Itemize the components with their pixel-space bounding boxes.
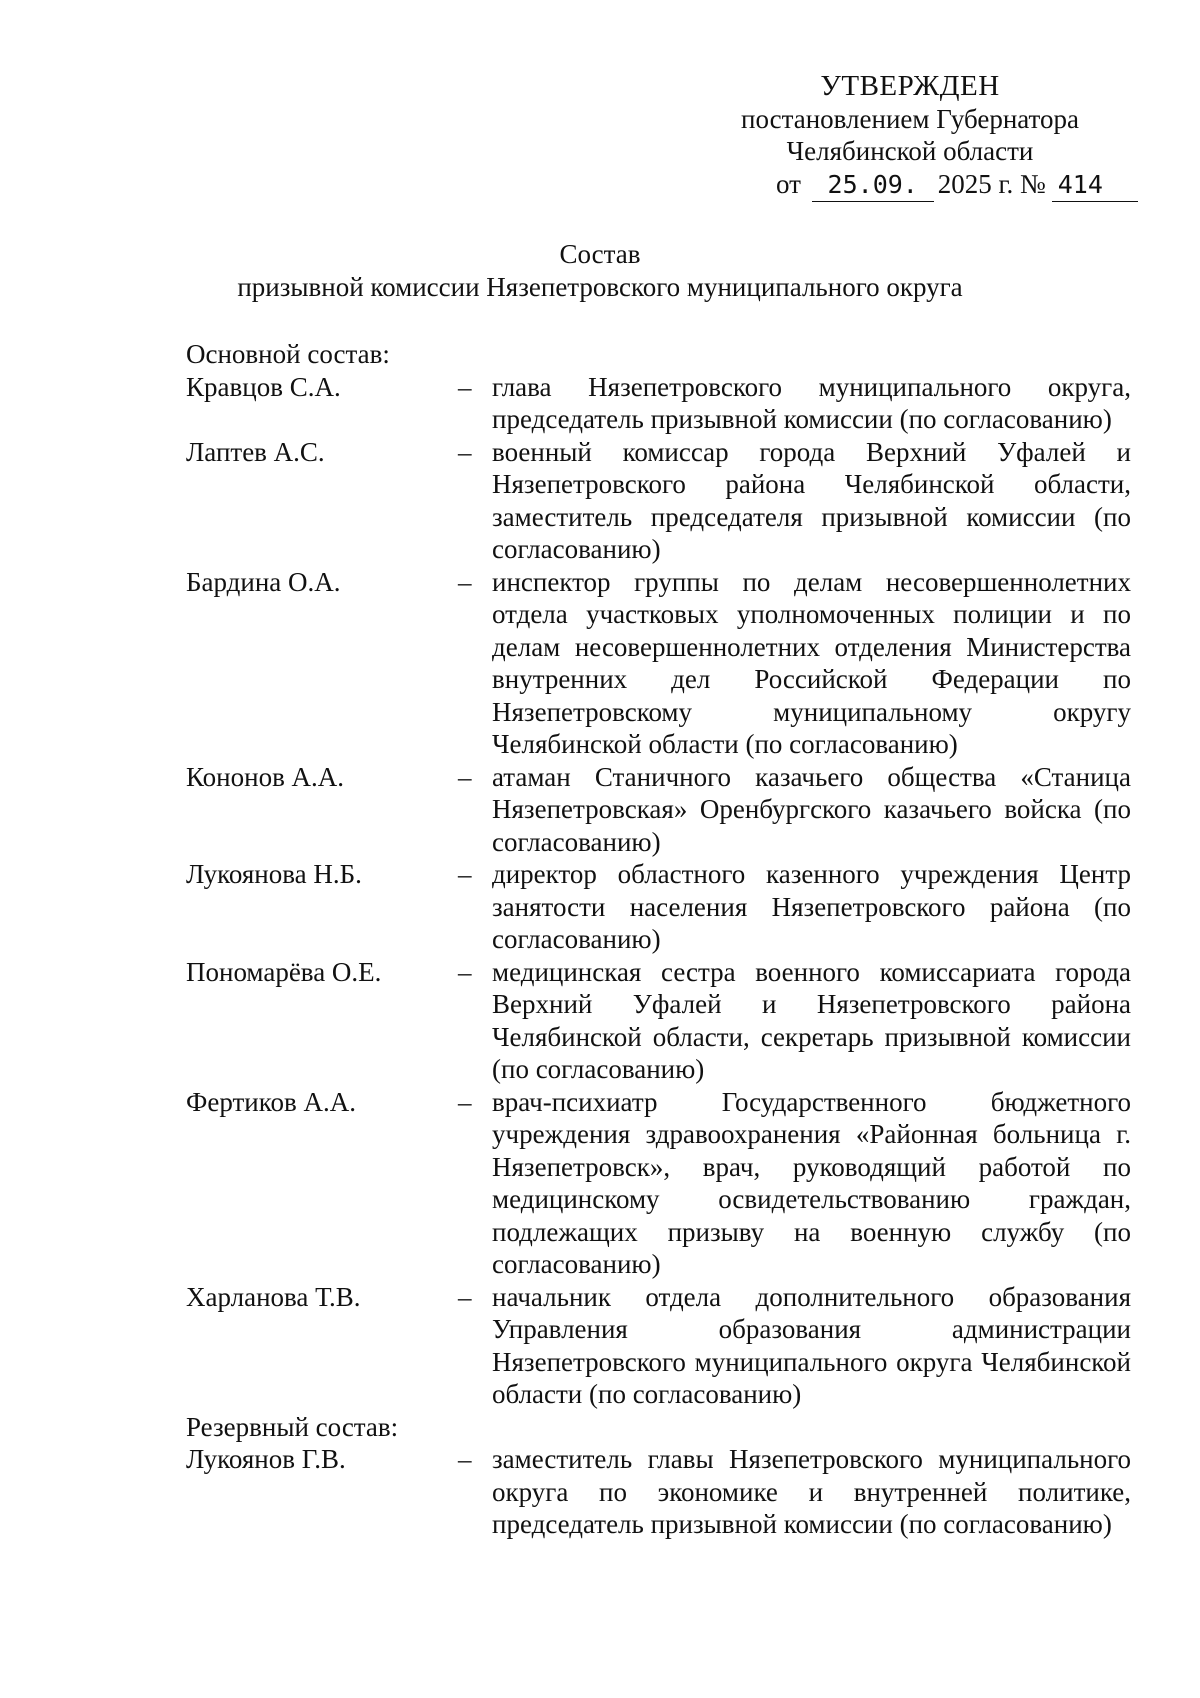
member-dash: – (458, 956, 472, 987)
member-description: атаман Станичного казачьего общества «Станица Нязепетровская» Оренбургского казачьего войска (по согласованию) (492, 761, 1131, 857)
approval-line-2: Челябинской области (786, 136, 1034, 166)
member-description: военный комиссар города Верхний Уфалей и Нязепетровского района Челябинской области, заместитель председателя призывной комиссии (по согласованию) (492, 436, 1131, 564)
member-row (186, 436, 1131, 566)
member-description: врач-психиатр Государственного бюджетного учреждения здравоохранения «Районная больница г. Нязепетровск», врач, руководящий работой по медицинскому освидетельствованию граждан, подлежащих призыву на военную службу (по согласованию) (492, 1086, 1131, 1279)
member-dash: – (458, 371, 472, 402)
member-row (186, 1443, 1131, 1541)
member-dash: – (458, 1086, 472, 1117)
approval-heading: УТВЕРЖДЕН (820, 70, 1000, 102)
member-dash: – (458, 859, 472, 889)
member-row (186, 761, 1131, 859)
member-dash: – (458, 566, 472, 597)
member-row (186, 1086, 1131, 1281)
reserve-member-list (186, 1443, 1131, 1541)
member-name: Лукоянов Г.В. (186, 1444, 346, 1474)
member-description: медицинская сестра военного комиссариата города Верхний Уфалей и Нязепетровского района Челябинской области, секретарь призывной комиссии (по согласованию) (492, 956, 1131, 1084)
approval-from-label: от (776, 168, 801, 199)
member-dash: – (458, 1281, 472, 1312)
member-dash: – (458, 761, 472, 792)
approval-line-1: постановлением Губернатора (741, 103, 1079, 134)
member-row (186, 371, 1131, 436)
member-name: Харланова Т.В. (186, 1281, 361, 1312)
member-row (186, 858, 1131, 956)
member-description: инспектор группы по делам несовершеннолетних отдела участковых уполномоченных полиции и по делам несовершеннолетних отделения Министерства внутренних дел Российской Федерации по Нязепетровскому муниципальному округу Челябинской области (по согласованию) (492, 566, 1131, 759)
member-row (186, 1281, 1131, 1411)
member-description: глава Нязепетровского муниципального округа, председатель призывной комиссии (по согласованию) (492, 371, 1131, 434)
reserve-section-heading: Резервный состав: (186, 1411, 399, 1442)
member-row (186, 956, 1131, 1086)
main-member-list (186, 371, 1131, 1411)
member-dash: – (458, 1444, 472, 1474)
member-dash: – (458, 436, 472, 467)
commission-members (186, 338, 1131, 1541)
member-description: заместитель главы Нязепетровского муниципального округа по экономике и внутренней политике, председатель призывной комиссии (по согласованию) (492, 1444, 1131, 1539)
title-line-1: Состав (559, 239, 641, 269)
member-description: начальник отдела дополнительного образования Управления образования администрации Нязепетровского муниципального округа Челябинской области (по согласованию) (492, 1281, 1131, 1409)
approval-date-line (680, 168, 1140, 203)
member-name: Кравцов С.А. (186, 371, 341, 402)
approval-date: 25.09. (812, 169, 934, 203)
main-section-heading: Основной состав: (186, 339, 390, 369)
member-row (186, 566, 1131, 761)
member-name: Лаптев А.С. (186, 436, 325, 467)
approval-year: 2025 г. № (937, 168, 1046, 199)
document-title (0, 238, 1200, 303)
approval-number: 414 (1052, 169, 1138, 203)
member-name: Кононов А.А. (186, 761, 345, 792)
member-name: Бардина О.А. (186, 566, 341, 597)
member-description: директор областного казенного учреждения Центр занятости населения Нязепетровского района (по согласованию) (492, 859, 1131, 954)
member-name: Лукоянова Н.Б. (186, 859, 362, 889)
member-name: Пономарёва О.Е. (186, 956, 382, 987)
approval-block (680, 70, 1140, 202)
title-line-2: призывной комиссии Нязепетровского муниципального округа (237, 271, 963, 302)
member-name: Фертиков А.А. (186, 1086, 356, 1117)
